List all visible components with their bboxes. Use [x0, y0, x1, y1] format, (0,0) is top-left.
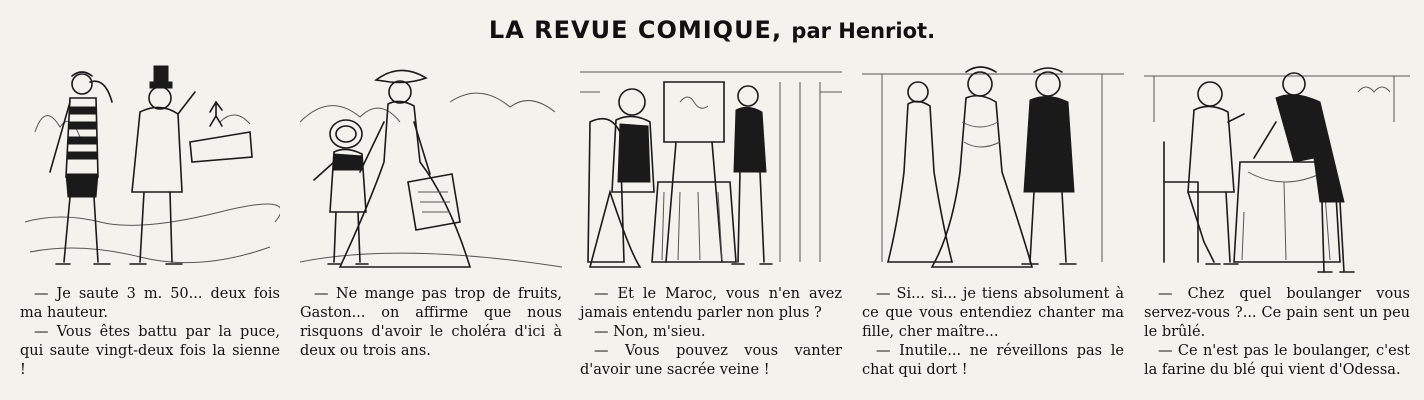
panel-4-line-2: — Inutile... ne réveillons pas le chat qui dort !: [862, 343, 1124, 378]
comic-panel-3: [580, 62, 842, 392]
title-author: par Henriot.: [791, 19, 936, 43]
panel-1-line-2: — Vous êtes battu par la puce, qui saute vingt-deux fois la sienne !: [20, 324, 280, 378]
comic-panel-4: [862, 62, 1124, 392]
title-main: LA REVUE COMIQUE,: [488, 16, 783, 44]
panel-1-illustration: [20, 62, 280, 277]
panel-5-illustration: [1144, 62, 1410, 277]
panel-5-line-2: — Ce n'est pas le boulanger, c'est la farine du blé qui vient d'Odessa.: [1144, 343, 1410, 378]
panel-3-illustration: [580, 62, 842, 277]
panel-3-line-3: — Vous pouvez vous vanter d'avoir une sacrée veine !: [580, 343, 842, 378]
panel-4-caption: [862, 285, 1124, 380]
panel-2-illustration: [300, 62, 562, 277]
panel-5-line-1: — Chez quel boulanger vous servez-vous ?... Ce pain sent un peu le brûlé.: [1144, 286, 1410, 340]
comic-panel-1: [20, 62, 280, 392]
page-title: [0, 16, 1424, 44]
panel-3-line-1: — Et le Maroc, vous n'en avez jamais entendu parler non plus ?: [580, 286, 842, 321]
panel-3-caption: [580, 285, 842, 380]
panel-1-caption: [20, 285, 280, 380]
panel-2-caption: [300, 285, 562, 361]
comic-panel-2: [300, 62, 562, 392]
panel-1-line-1: — Je saute 3 m. 50... deux fois ma hauteur.: [20, 286, 280, 321]
panel-2-line-1: — Ne mange pas trop de fruits, Gaston... on affirme que nous risquons d'avoir le choléra d'ici à deux ou trois ans.: [300, 286, 562, 359]
panel-5-caption: [1144, 285, 1410, 380]
panel-3-line-2: — Non, m'sieu.: [594, 324, 706, 340]
panel-4-illustration: [862, 62, 1124, 277]
comic-panel-5: [1144, 62, 1410, 392]
panel-4-line-1: — Si... si... je tiens absolument à ce que vous entendiez chanter ma fille, cher maître...: [862, 286, 1124, 340]
